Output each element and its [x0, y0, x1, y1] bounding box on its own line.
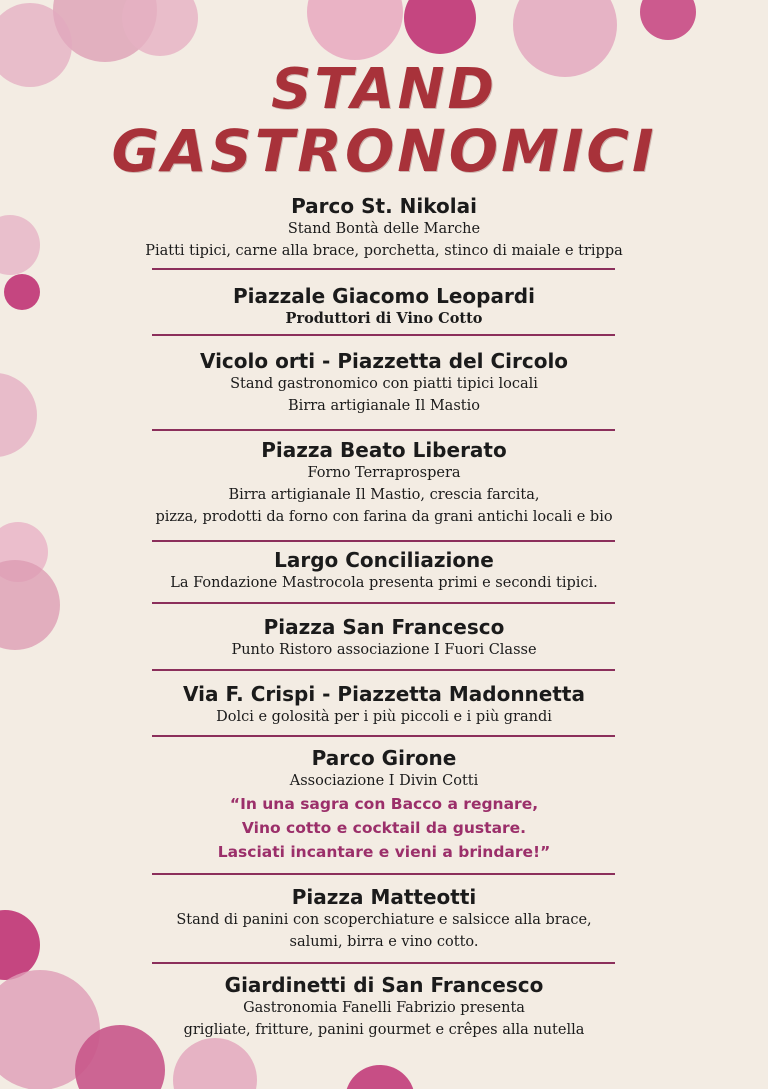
poem-line: “In una sagra con Bacco a regnare,: [229, 795, 539, 813]
poem-line: Lasciati incantare e vieni a brindare!”: [217, 843, 551, 861]
stand-section: [120, 349, 648, 417]
stand-location: Piazza San Francesco: [263, 615, 505, 639]
stand-description: Punto Ristoro associazione I Fuori Classe: [231, 642, 537, 658]
stand-location: Vicolo orti - Piazzetta del Circolo: [199, 349, 569, 373]
section-divider: [152, 602, 615, 604]
stand-description: Stand gastronomico con piatti tipici locali: [230, 376, 538, 392]
page-title-line-2: GASTRONOMICI: [111, 117, 657, 185]
stand-section: [120, 284, 648, 330]
stand-description: Produttori di Vino Cotto: [285, 310, 483, 327]
stand-description: salumi, birra e vino cotto.: [289, 934, 479, 950]
stand-section: [120, 973, 648, 1041]
stand-description: Birra artigianale Il Mastio, crescia farcita,: [228, 487, 540, 503]
stand-section: [120, 885, 648, 953]
stand-section: [120, 615, 648, 661]
stand-description: Forno Terraprospera: [307, 465, 461, 481]
stand-description: grigliate, fritture, panini gourmet e crêpes alla nutella: [183, 1022, 585, 1038]
section-divider: [152, 268, 615, 270]
section-divider: [152, 962, 615, 964]
stand-section: [120, 194, 648, 262]
stand-description: Dolci e golosità per i più piccoli e i più grandi: [216, 709, 552, 725]
stand-description: Stand di panini con scoperchiature e salsicce alla brace,: [176, 912, 592, 928]
stand-section: [120, 438, 648, 528]
stand-location: Piazza Beato Liberato: [261, 438, 507, 462]
section-divider: [152, 540, 615, 542]
page-title-line-1: STAND: [271, 57, 497, 122]
section-divider: [152, 334, 615, 336]
stand-section: [120, 548, 648, 594]
stand-location: Giardinetti di San Francesco: [224, 973, 544, 997]
stand-description: Gastronomia Fanelli Fabrizio presenta: [243, 1000, 525, 1016]
stand-location: Largo Conciliazione: [274, 548, 494, 572]
section-divider: [152, 735, 615, 737]
stand-location: Parco St. Nikolai: [291, 194, 477, 218]
stand-description: Piatti tipici, carne alla brace, porchetta, stinco di maiale e trippa: [145, 243, 623, 259]
stand-description: Stand Bontà delle Marche: [287, 221, 481, 237]
stand-section: [120, 682, 648, 728]
stand-description: pizza, prodotti da forno con farina da grani antichi locali e bio: [155, 509, 613, 525]
stand-location: Piazzale Giacomo Leopardi: [233, 284, 535, 308]
section-divider: [152, 873, 615, 875]
section-divider: [152, 669, 615, 671]
stand-description: Birra artigianale Il Mastio: [288, 398, 480, 414]
stand-description: Associazione I Divin Cotti: [289, 773, 479, 789]
stand-location: Via F. Crispi - Piazzetta Madonnetta: [183, 682, 585, 706]
section-divider: [152, 429, 615, 431]
stand-location: Parco Girone: [311, 746, 457, 770]
stand-location: Piazza Matteotti: [291, 885, 477, 909]
stand-description: La Fondazione Mastrocola presenta primi e secondi tipici.: [170, 575, 598, 591]
poem-line: Vino cotto e cocktail da gustare.: [241, 819, 527, 837]
stand-section: [120, 746, 648, 864]
